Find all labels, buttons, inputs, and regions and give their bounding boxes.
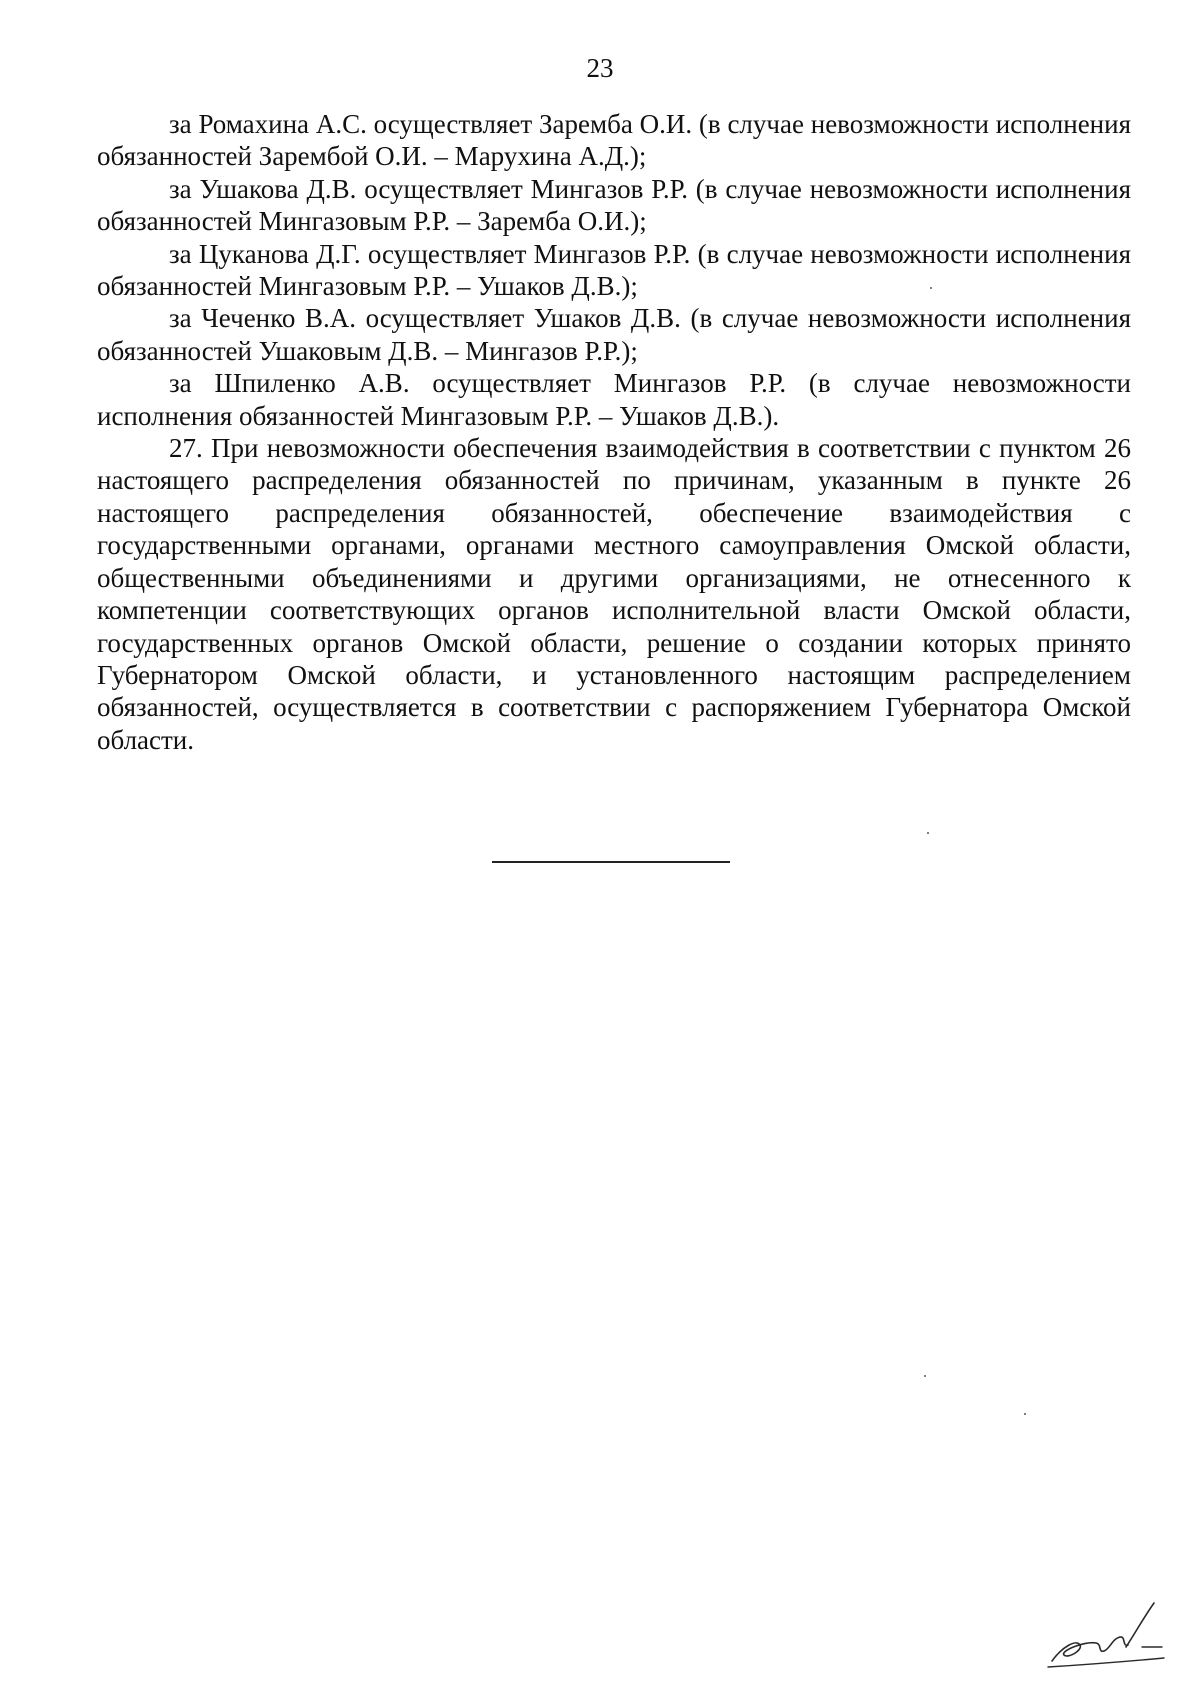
document-body xyxy=(97,108,1131,756)
scan-speck xyxy=(930,287,932,289)
scan-speck xyxy=(1024,1413,1026,1415)
scan-speck xyxy=(927,832,929,834)
end-separator-line xyxy=(492,861,730,863)
page-number: 23 xyxy=(586,53,614,83)
handwritten-initials-icon xyxy=(1040,1595,1170,1675)
paragraph-romakhin: за Ромахина А.С. осуществляет Заремба О.И. (в случае невозможности исполнения обязанностей Зарембой О.И. – Марухина А.Д.); xyxy=(97,109,1131,172)
paragraph-item-27: 27. При невозможности обеспечения взаимодействия в соответствии с пунктом 26 настоящего распределения обязанностей по причинам, указанным в пункте 26 настоящего распределения обязанностей, обеспечение взаимодействия с государственными органами, органами местного самоуправления Омской области, общественными объединениями и другими организациями, не отнесенного к компетенции соответствующих органов исполнительной власти Омской области, государственных органов Омской области, решение о создании которых принято Губернатором Омской области, и установленного настоящим распределением обязанностей, осуществляется в соответствии с распоряжением Губернатора Омской области. xyxy=(97,433,1131,755)
scan-speck xyxy=(924,1375,926,1377)
paragraph-ushakov: за Ушакова Д.В. осуществляет Мингазов Р.Р. (в случае невозможности исполнения обязанностей Мингазовым Р.Р. – Заремба О.И.); xyxy=(97,173,1131,237)
paragraph-tsukanov: за Цуканова Д.Г. осуществляет Мингазов Р.Р. (в случае невозможности исполнения обязанностей Мингазовым Р.Р. – Ушаков Д.В.); xyxy=(97,238,1131,302)
paragraph-chechenko: за Чеченко В.А. осуществляет Ушаков Д.В. (в случае невозможности исполнения обязанностей Ушаковым Д.В. – Мингазов Р.Р.); xyxy=(97,303,1131,366)
paragraph-shpilenko: за Шпиленко А.В. осуществляет Мингазов Р.Р. (в случае невозможности исполнения обязанностей Мингазовым Р.Р. – Ушаков Д.В.). xyxy=(97,368,1131,431)
